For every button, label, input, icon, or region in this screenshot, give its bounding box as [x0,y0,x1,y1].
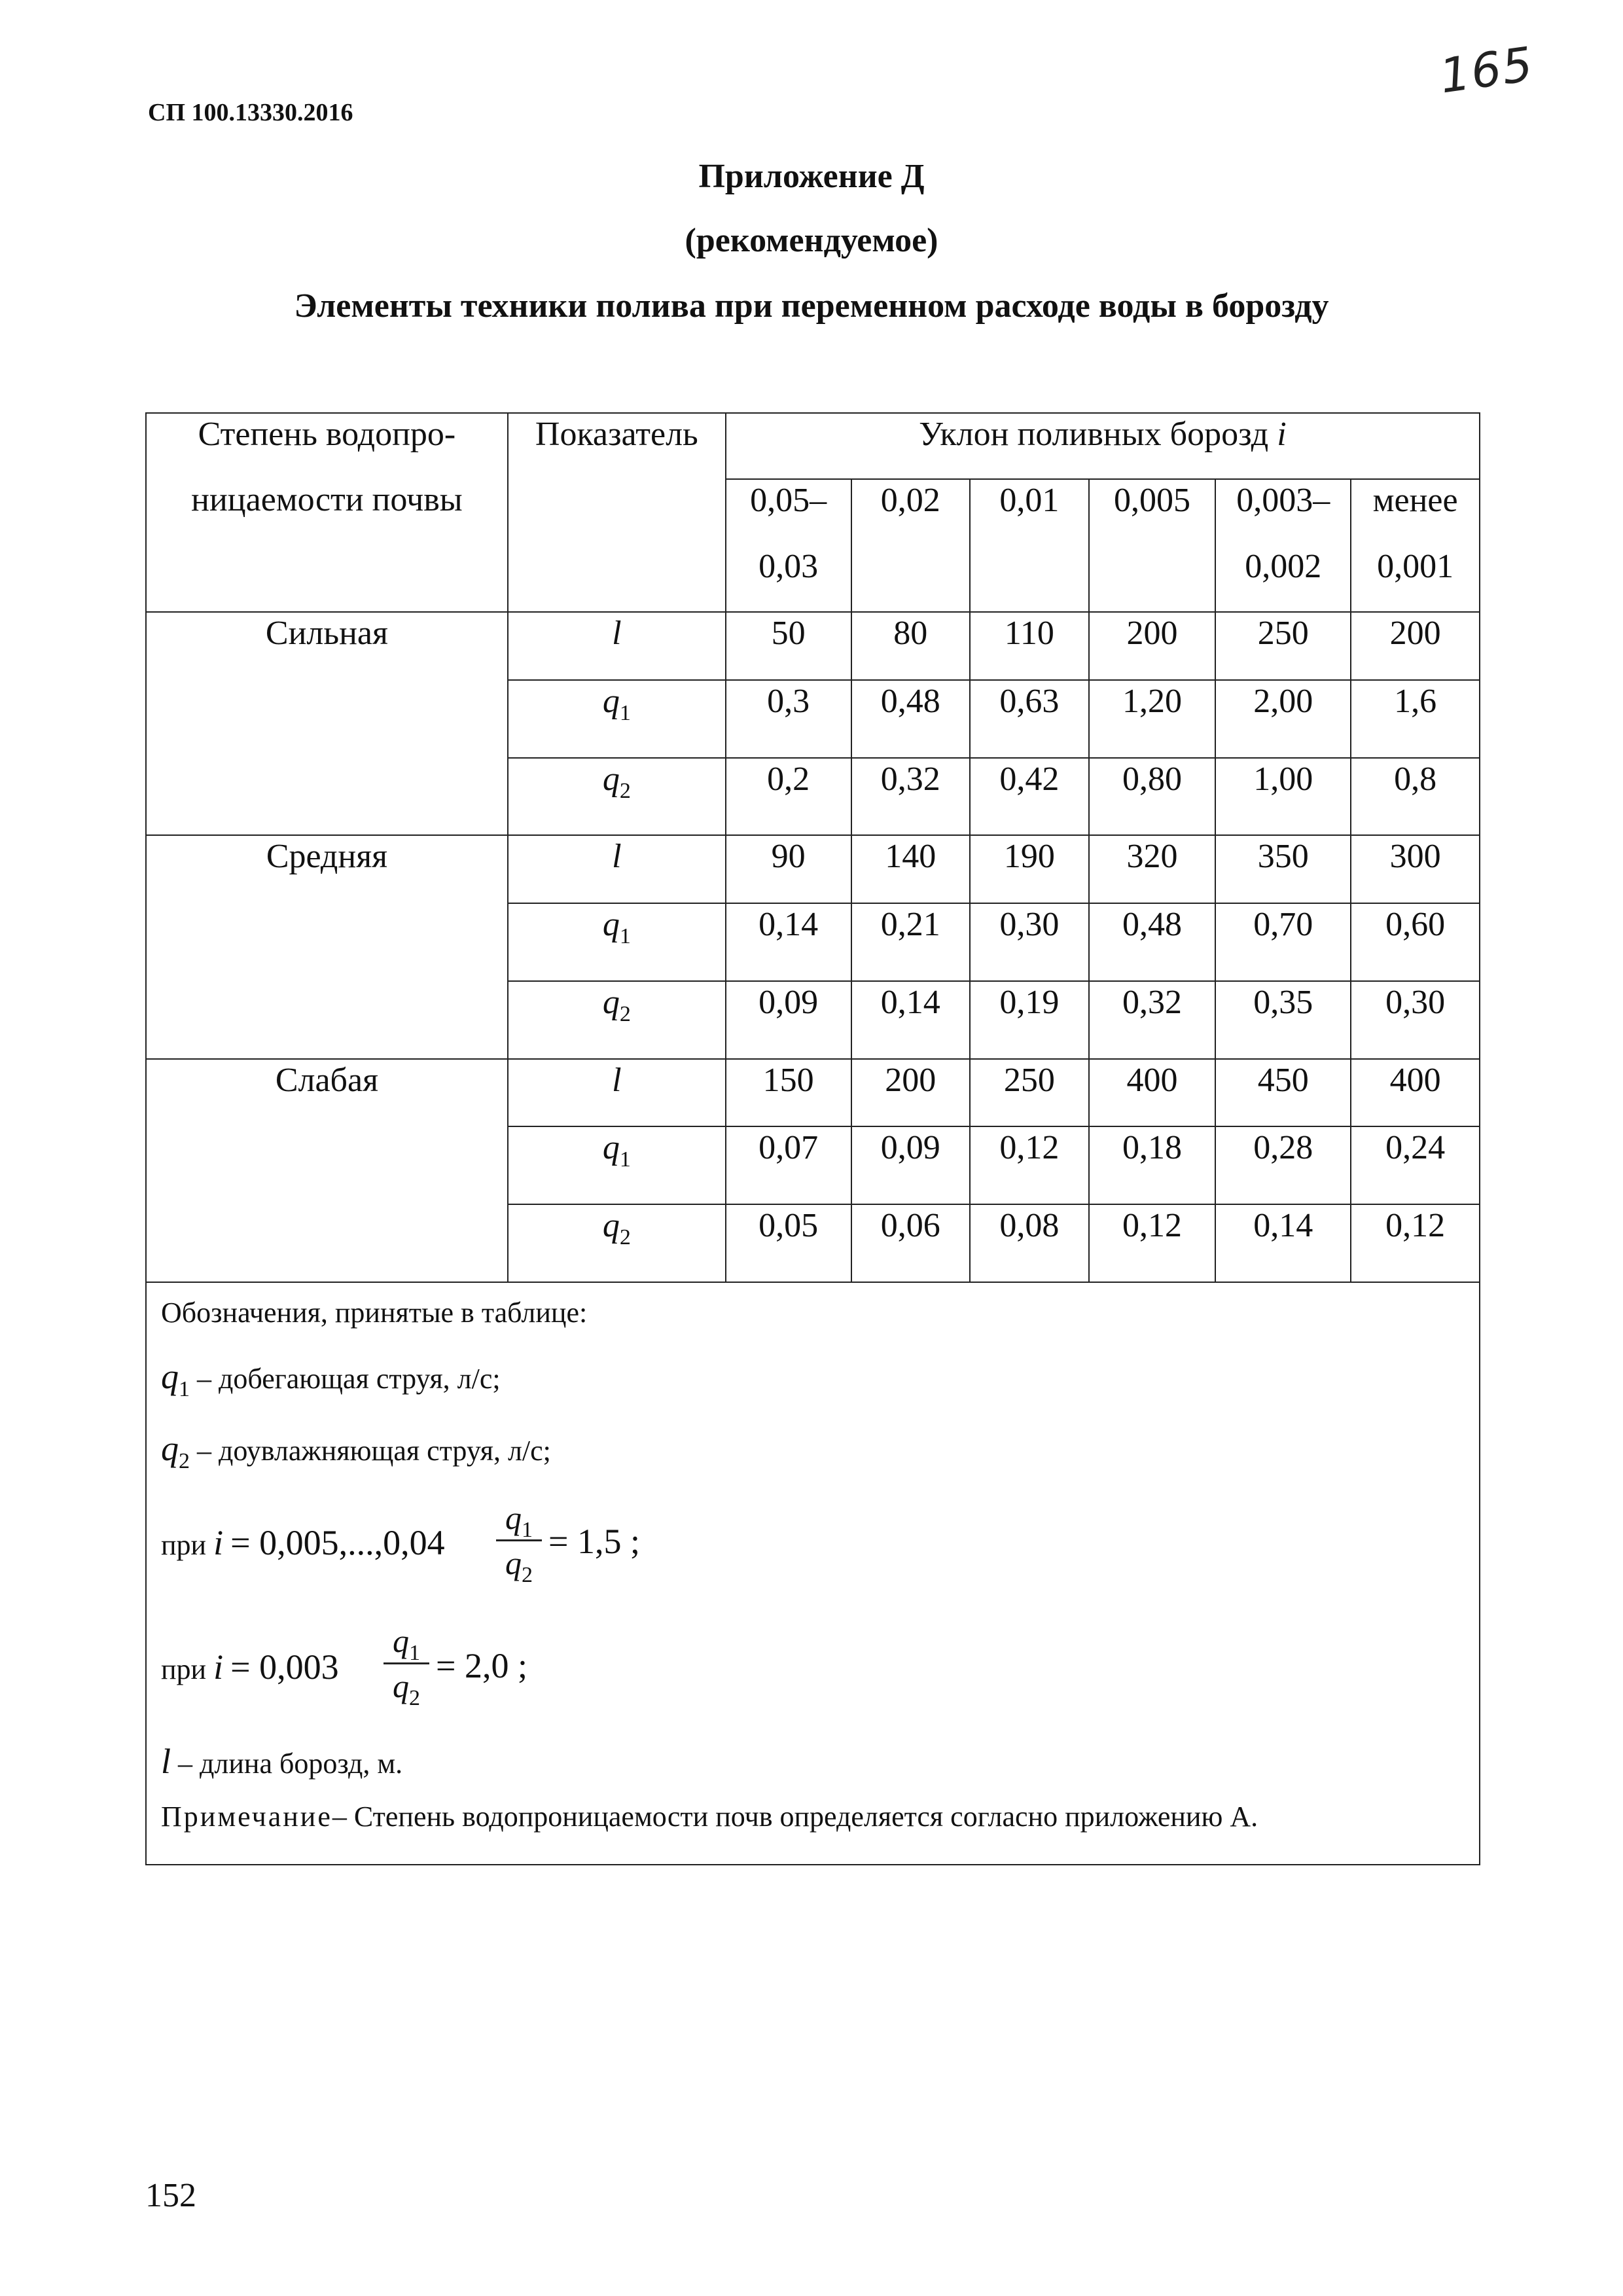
value-cell: 0,3 [726,680,851,758]
header-slope: Уклон поливных борозд i [726,413,1480,479]
value-cell: 0,42 [970,758,1089,836]
value-cell: 0,2 [726,758,851,836]
indicator-cell: l [508,1059,726,1127]
value-cell: 1,00 [1215,758,1351,836]
slope-header-cell-bottom: 0,001 [1351,546,1480,612]
value-cell: 0,48 [851,680,971,758]
value-cell: 250 [970,1059,1089,1127]
value-cell: 140 [851,835,971,903]
value-cell: 0,19 [970,981,1089,1059]
soil-group-label: Слабая [146,1059,508,1282]
value-cell: 0,28 [1215,1126,1351,1204]
irrigation-table [145,412,1480,1283]
value-cell: 0,14 [1215,1204,1351,1282]
fraction-2: $q_1$ $q_2$ [383,1622,429,1705]
value-cell: 0,70 [1215,903,1351,981]
indicator-cell: l [508,835,726,903]
formula-1-result: = 1,5 ; [548,1522,640,1561]
table-row [146,612,1480,680]
value-cell: 2,00 [1215,680,1351,758]
value-cell: 50 [726,612,851,680]
header-indicator: Показатель [508,413,726,612]
value-cell: 320 [1089,835,1216,903]
document-code: СП 100.13330.2016 [148,99,353,126]
value-cell: 0,14 [726,903,851,981]
value-cell: 200 [851,1059,971,1127]
value-cell: 0,30 [1351,981,1480,1059]
value-cell: 0,35 [1215,981,1351,1059]
formula-2-result: = 2,0 ; [436,1646,527,1685]
value-cell: 0,63 [970,680,1089,758]
soil-group-label: Сильная [146,612,508,835]
slope-header-cell-bottom: 0,03 [726,546,851,612]
value-cell: 400 [1351,1059,1480,1127]
formula-2: при i = 0,003 [161,1647,339,1687]
value-cell: 0,07 [726,1126,851,1204]
value-cell: 400 [1089,1059,1216,1127]
value-cell: 190 [970,835,1089,903]
table-row [146,835,1480,903]
value-cell: 450 [1215,1059,1351,1127]
value-cell: 0,14 [851,981,971,1059]
value-cell: 0,09 [726,981,851,1059]
formula-1: при i = 0,005,...,0,04 [161,1523,445,1562]
slope-header-cell-bottom [851,546,971,612]
indicator-cell: $q_1$ [508,903,726,981]
slope-header-cell: 0,02 [851,479,971,547]
indicator-cell: $q_1$ [508,1126,726,1204]
value-cell: 150 [726,1059,851,1127]
value-cell: 200 [1089,612,1216,680]
slope-header-cell: 0,005 [1089,479,1216,547]
value-cell: 0,32 [851,758,971,836]
value-cell: 90 [726,835,851,903]
page-number: 152 [145,2177,196,2214]
value-cell: 250 [1215,612,1351,680]
value-cell: 0,21 [851,903,971,981]
value-cell: 0,08 [970,1204,1089,1282]
value-cell: 0,80 [1089,758,1216,836]
header-soil-bottom: ницаемости почвы [146,479,508,612]
header-soil-top: Степень водопро- [146,413,508,479]
value-cell: 0,8 [1351,758,1480,836]
notes-heading: Обозначения, принятые в таблице: [161,1297,588,1329]
note-q1: $q_1$ – добегающая струя, л/с; [161,1357,501,1401]
slope-header-cell: 0,01 [970,479,1089,547]
value-cell: 0,12 [970,1126,1089,1204]
indicator-cell: $q_1$ [508,680,726,758]
slope-header-cell-bottom: 0,002 [1215,546,1351,612]
soil-group-label: Средняя [146,835,508,1058]
value-cell: 300 [1351,835,1480,903]
indicator-cell: l [508,612,726,680]
appendix-title: Приложение Д [698,158,925,195]
indicator-cell: $q_2$ [508,1204,726,1282]
value-cell: 0,24 [1351,1126,1480,1204]
value-cell: 0,48 [1089,903,1216,981]
value-cell: 350 [1215,835,1351,903]
notes-box [145,1283,1480,1865]
value-cell: 110 [970,612,1089,680]
value-cell: 0,12 [1089,1204,1216,1282]
slope-header-cell: менее [1351,479,1480,547]
value-cell: 200 [1351,612,1480,680]
slope-header-cell: 0,05– [726,479,851,547]
value-cell: 0,30 [970,903,1089,981]
value-cell: 1,6 [1351,680,1480,758]
value-cell: 0,06 [851,1204,971,1282]
value-cell: 0,18 [1089,1126,1216,1204]
value-cell: 80 [851,612,971,680]
value-cell: 0,09 [851,1126,971,1204]
remark: Примечание– Степень водопроницаемости почв определяется согласно приложению А. [161,1801,1258,1833]
note-q2: $q_2$ – доувлажняющая струя, л/с; [161,1429,551,1473]
value-cell: 0,05 [726,1204,851,1282]
appendix-heading: Элементы техники полива при переменном расходе воды в борозду [294,287,1329,325]
handwritten-page-number: 165 [1436,36,1537,104]
slope-header-cell-bottom [970,546,1089,612]
note-l: l – длина борозд, м. [161,1742,403,1781]
indicator-cell: $q_2$ [508,758,726,836]
value-cell: 0,12 [1351,1204,1480,1282]
value-cell: 0,60 [1351,903,1480,981]
slope-header-cell-bottom [1089,546,1216,612]
value-cell: 0,32 [1089,981,1216,1059]
value-cell: 1,20 [1089,680,1216,758]
indicator-cell: $q_2$ [508,981,726,1059]
slope-header-cell: 0,003– [1215,479,1351,547]
appendix-status: (рекомендуемое) [685,222,938,259]
table-row [146,1059,1480,1127]
fraction-1: $q_1$ $q_2$ [496,1499,542,1582]
